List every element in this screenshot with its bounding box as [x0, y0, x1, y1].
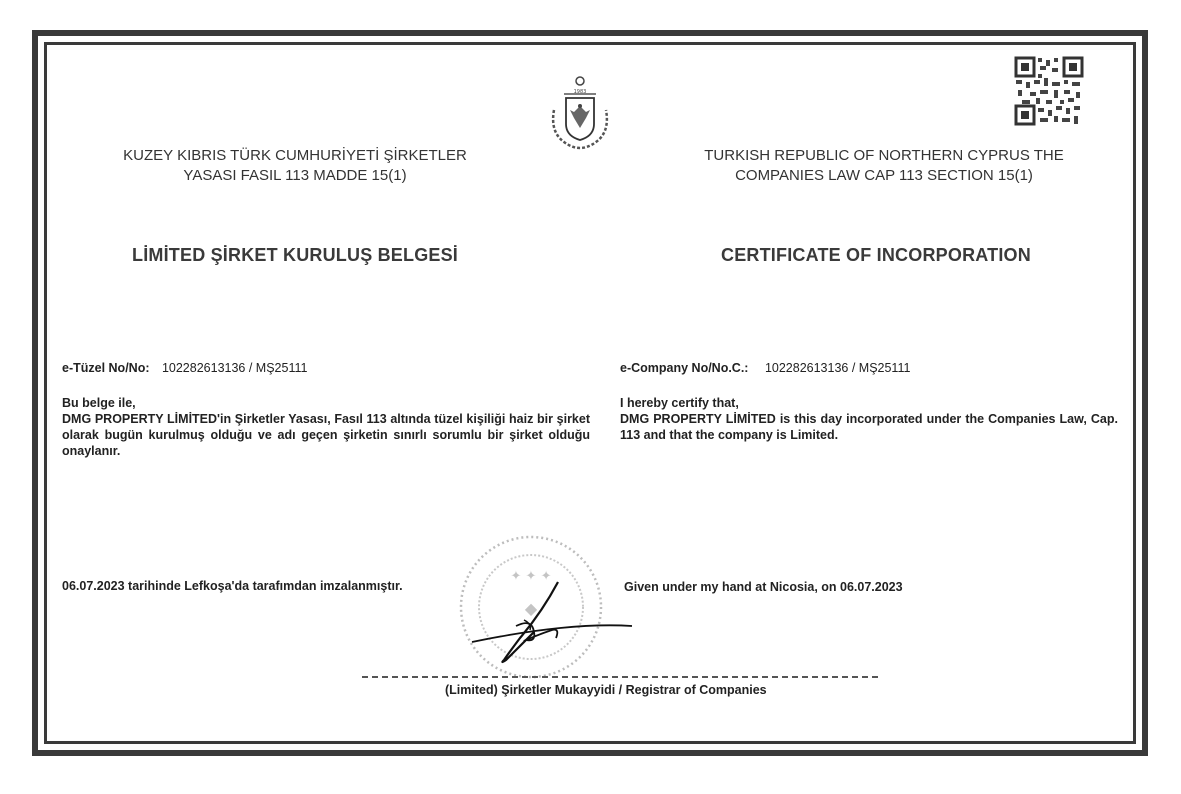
signature-line: [362, 676, 878, 678]
law-reference-turkish: [90, 146, 500, 186]
certification-body-english: [620, 395, 1118, 443]
svg-text:◆: ◆: [524, 599, 538, 618]
body-intro-tr: Bu belge ile,: [62, 396, 136, 410]
law-en-line-2: COMPANIES LAW CAP 113 SECTION 15(1): [735, 167, 1033, 184]
certificate-title-english: CERTIFICATE OF INCORPORATION: [721, 245, 1031, 265]
svg-text:✦ ✦ ✦: ✦ ✦ ✦: [510, 569, 552, 584]
law-reference-english: [672, 146, 1096, 186]
body-text-en: DMG PROPERTY LİMİTED is this day incorporated under the Companies Law, Cap. 113 and that the company is Limited.: [620, 412, 1118, 442]
signing-date-turkish: 06.07.2023 tarihinde Lefkoşa'da tarafımdan imzalanmıştır.: [62, 579, 403, 593]
law-en-line-1: TURKISH REPUBLIC OF NORTHERN CYPRUS THE: [704, 147, 1064, 164]
coat-of-arms-emblem-icon: [544, 72, 616, 152]
svg-text:1983: 1983: [573, 89, 587, 95]
qr-code-icon: [1014, 56, 1084, 126]
law-tr-line-2: YASASI FASIL 113 MADDE 15(1): [183, 167, 407, 184]
registration-number-turkish: [62, 359, 307, 377]
body-intro-en: I hereby certify that,: [620, 396, 739, 410]
certificate-title-turkish: LİMİTED ŞİRKET KURULUŞ BELGESİ: [132, 245, 459, 265]
registrar-label: (Limited) Şirketler Mukayyidi / Registrar of Companies: [445, 683, 767, 697]
body-text-tr: DMG PROPERTY LİMİTED'in Şirketler Yasası, Fasıl 113 altında tüzel kişiliği haiz bir şirket olarak bugün kurulmuş olduğu ve adı geçen şirketin sınırlı sorumlu bir şirket olduğu onaylanır.: [62, 412, 590, 458]
registration-value-en: 102282613136 / MŞ25111: [764, 361, 911, 375]
registration-value-tr: 102282613136 / MŞ25111: [161, 361, 308, 375]
registration-label-tr: e-Tüzel No/No:: [62, 361, 150, 375]
signing-date-english: Given under my hand at Nicosia, on 06.07.2023: [624, 580, 903, 594]
certification-body-turkish: [62, 395, 590, 459]
registration-label-en: e-Company No/No.C.:: [620, 361, 749, 375]
law-tr-line-1: KUZEY KIBRIS TÜRK CUMHURİYETİ ŞİRKETLER: [123, 147, 467, 164]
handwritten-signature-icon: [460, 580, 640, 670]
registration-number-english: [620, 359, 910, 377]
